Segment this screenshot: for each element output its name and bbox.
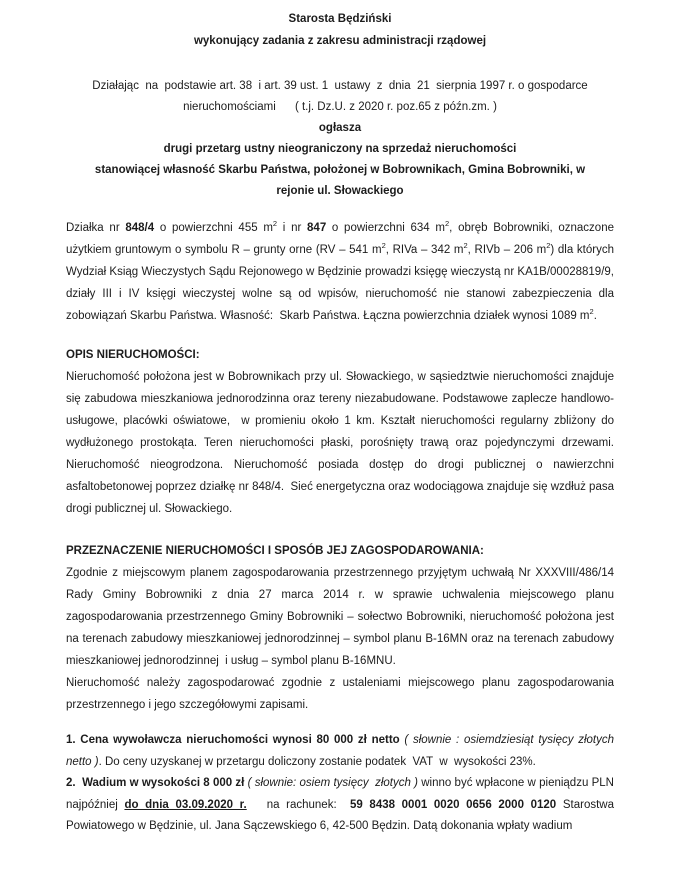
auction-title-line-3: rejonie ul. Słowackiego (276, 185, 404, 197)
legal-basis (66, 76, 614, 118)
zoning-body-2: Nieruchomość należy zagospodarować zgodnie z ustaleniami miejscowego planu zagospodarowania przestrzennego i jego szczegółowymi zapisami. (66, 677, 618, 711)
text-run: na rachunek: (246, 798, 350, 811)
text-run: . Do ceny uzyskanej w przetargu doliczony zostanie podatek VAT w wysokości 23%. (98, 755, 536, 768)
zoning-heading: PRZEZNACZENIE NIERUCHOMOŚCI I SPOSÓB JEJ ZAGOSPODAROWANIA: (66, 545, 484, 557)
text-run: o powierzchni 455 m (154, 222, 273, 234)
description-section (66, 344, 618, 520)
text-run: 2 (444, 219, 450, 229)
zoning-section (66, 540, 618, 716)
text-run: i nr (277, 222, 308, 234)
text-run: 2 (546, 241, 551, 251)
text-run: do dnia 03.09.2020 r. (124, 798, 247, 811)
text-run: 2. Wadium w wysokości 8 000 zł (66, 777, 248, 789)
term-item-price (66, 730, 618, 773)
text-run: 2 (589, 307, 594, 317)
description-body: Nieruchomość położona jest w Bobrownikach przy ul. Słowackiego, w sąsiedztwie nieruchomości znajduje się zabudowa mieszkaniowa jednorodzinna oraz tereny niezabudowane. Podstawowe zaplecze handlowo- usługowe, placówki oświatowe, w promieniu około 1 km. Kształt nieruchomości regularny zbliżony do wydłużonego prostokąta. Teren nieruchomości płaski, porośnięty trawą oraz pojedynczymi drzewami. Nieruchomość nieogrodzona. Nieruchomość posiada dostęp do drogi publicznej o nawierzchni asfaltobetonowej poprzez działkę nr 848/4. Sieć energetyczna oraz wodociągowa znajduje się wzdłuż pasa drogi publicznej ul. Słowackiego. (66, 371, 618, 515)
text-run: 59 8438 0001 0020 0656 2000 0120 (349, 798, 557, 811)
text-run: 847 (307, 222, 327, 234)
description-heading: OPIS NIERUCHOMOŚCI: (66, 349, 200, 361)
auction-title-line-2: stanowiącej własność Skarbu Państwa, położonej w Bobrownikach, Gmina Bobrowniki, w (94, 164, 586, 176)
text-run: , obręb Bobrowniki, oznaczone użytkiem gruntowym o symbolu R – grunty orne (RV – 541 m (66, 222, 618, 256)
legal-basis-line-2: nieruchomościami ( t.j. Dz.U. z 2020 r. poz.65 z późn.zm. ) (183, 101, 497, 113)
text-run: 2 (381, 241, 386, 251)
announcement-verb: ogłasza (318, 122, 362, 134)
terms-section (66, 730, 618, 838)
document-header (66, 8, 614, 52)
announcement-block (66, 118, 614, 202)
text-run: winno być wpłacone w pieniądzu PLN najpóźniej (66, 777, 618, 811)
text-run: , RIVb – 206 m (467, 244, 547, 256)
term-item-deposit (66, 773, 618, 838)
authority-name: Starosta Będziński (288, 13, 392, 25)
legal-basis-line-1: Działając na podstawie art. 38 i art. 39 ust. 1 ustawy z dnia 21 sierpnia 1997 r. o gospodarce (92, 80, 588, 92)
text-run: 1. Cena wywoławcza nieruchomości wynosi 80 000 zł netto (66, 734, 405, 746)
authority-role: wykonujący zadania z zakresu administracji rządowej (193, 35, 487, 47)
text-run: 2 (272, 219, 278, 229)
text-run: . (593, 310, 597, 322)
text-run: o powierzchni 634 m (326, 222, 445, 234)
text-run: 848/4 (125, 222, 155, 234)
auction-title-line-1: drugi przetarg ustny nieograniczony na sprzedaż nieruchomości (163, 143, 517, 155)
text-run: 2 (463, 241, 468, 251)
text-run: Działka nr (66, 222, 126, 234)
text-run: ) dla których Wydział Ksiąg Wieczystych Sądu Rejonowego w Będzinie prowadzi księgę wieczystą nr KA1B/00028819/9, działy III i IV księgi wieczystej wolne są od wpisów, nieruchomość nie stanowi zabezpieczenia dla zobowiązań Skarbu Państwa. Własność: Skarb Państwa. Łączna powierzchnia działek wynosi 1089 m (66, 244, 618, 322)
text-run: ( słownie : osiemdziesiąt tysięcy złotych netto ) (66, 734, 618, 768)
zoning-body-1: Zgodnie z miejscowym planem zagospodarowania przestrzennego przyjętym uchwałą Nr XXXVIII/486/14 Rady Gminy Bobrowniki z dnia 27 marca 2014 r. w sprawie uchwalenia miejscowego planu zagospodarowania przestrzennego Gminy Bobrowniki – sołectwo Bobrowniki, nieruchomość położona jest na terenach zabudowy mieszkaniowej jednorodzinnej – symbol planu B-16MN oraz na terenach zabudowy mieszkaniowej jednorodzinnej i usług – symbol planu B-16MNU. (66, 567, 618, 667)
text-run: Starostwa Powiatowego w Będzinie, ul. Jana Sączewskiego 6, 42-500 Będzin. Datą dokonania wpłaty wadium (66, 798, 618, 832)
parcel-paragraph (66, 217, 618, 327)
text-run: , RIVa – 342 m (385, 244, 464, 256)
text-run: ( słownie: osiem tysięcy złotych ) (247, 777, 418, 789)
